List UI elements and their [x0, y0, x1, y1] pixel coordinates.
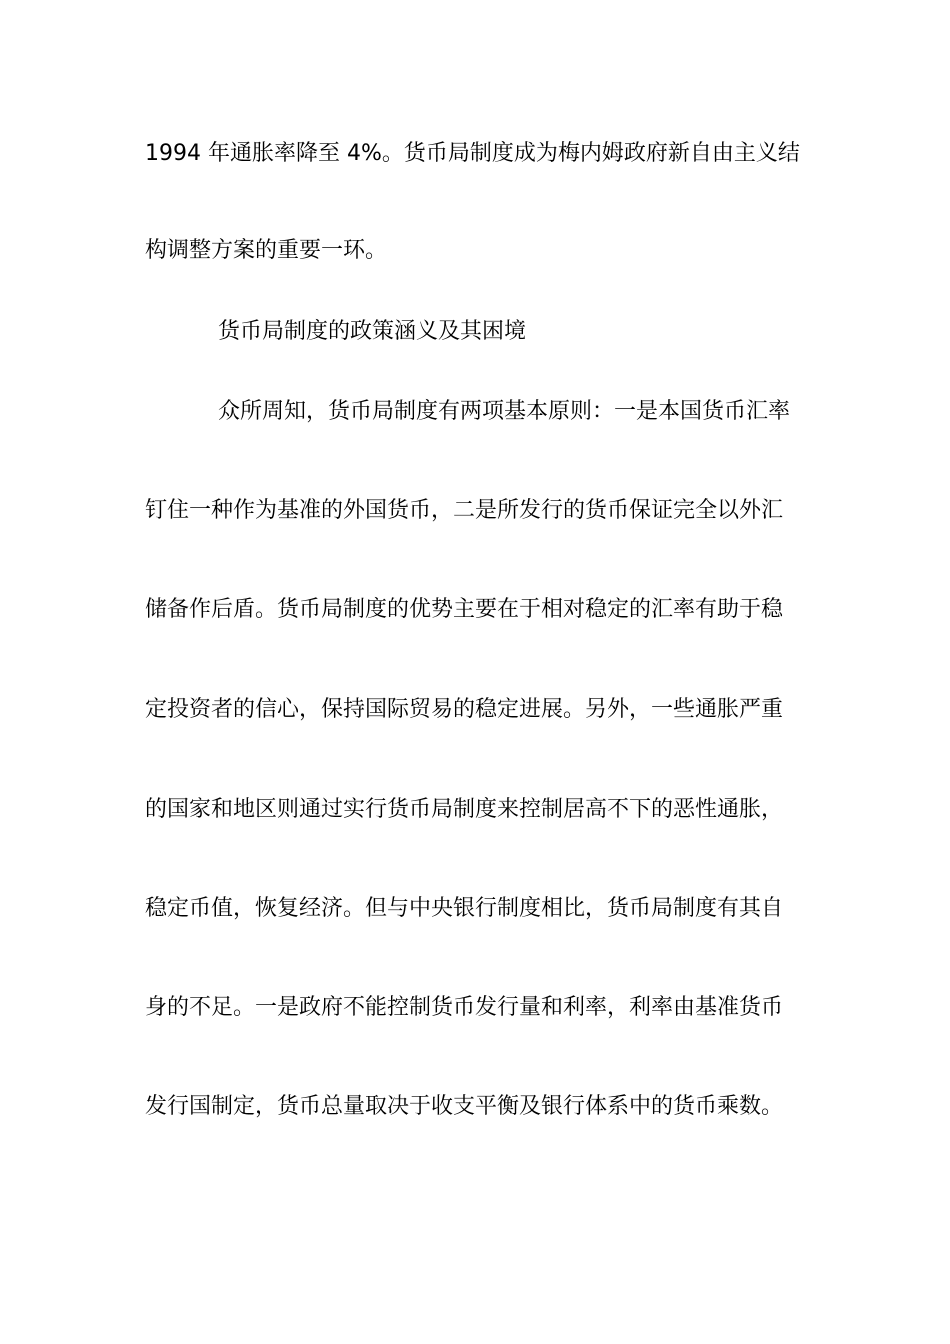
- paragraph-1-line-2: 构调整方案的重要一环。: [145, 238, 388, 263]
- paragraph-2-line-3: 储备作后盾。货币局制度的优势主要在于相对稳定的汇率有助于稳: [145, 597, 784, 622]
- paragraph-2-line-8: 发行国制定，货币总量取决于收支平衡及银行体系中的货币乘数。: [145, 1094, 784, 1119]
- paragraph-2-line-6: 稳定币值，恢复经济。但与中央银行制度相比，货币局制度有其自: [145, 896, 784, 921]
- paragraph-2-line-5: 的国家和地区则通过实行货币局制度来控制居高不下的恶性通胀，: [145, 797, 784, 822]
- paragraph-2-line-1: 众所周知，货币局制度有两项基本原则：一是本国货币汇率: [218, 399, 791, 424]
- paragraph-2-line-7: 身的不足。一是政府不能控制货币发行量和利率，利率由基准货币: [145, 995, 784, 1020]
- paragraph-2-line-4: 定投资者的信心，保持国际贸易的稳定进展。另外，一些通胀严重: [145, 697, 784, 722]
- paragraph-1-line-1: 1994 年通胀率降至 4%。货币局制度成为梅内姆政府新自由主义结: [145, 141, 800, 166]
- section-heading: 货币局制度的政策涵义及其困境: [218, 319, 527, 344]
- paragraph-2-line-2: 钉住一种作为基准的外国货币，二是所发行的货币保证完全以外汇: [145, 498, 784, 523]
